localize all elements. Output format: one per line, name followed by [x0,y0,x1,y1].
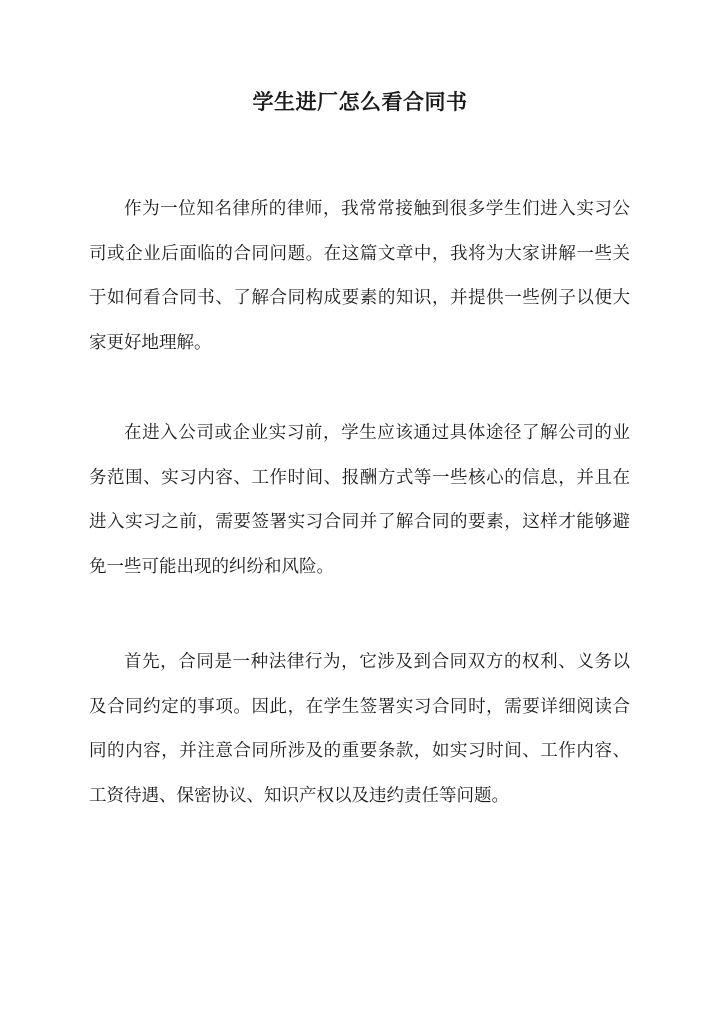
paragraph-intro: 作为一位知名律所的律师，我常常接触到很多学生们进入实习公司或企业后面临的合同问题。在这篇文章中，我将为大家讲解一些关于如何看合同书、了解合同构成要素的知识，并提供一些例子以便大家更好地理解。 [89,199,630,353]
paragraph-contract-basics: 首先，合同是一种法律行为，它涉及到合同双方的权利、义务以及合同约定的事项。因此，在学生签署实习合同时，需要详细阅读合同的内容，并注意合同所涉及的重要条款，如实习时间、工作内容、工资待遇、保密协议、知识产权以及违约责任等问题。 [89,652,630,806]
document-title: 学生进厂怎么看合同书 [252,89,468,114]
paragraph-before-internship: 在进入公司或企业实习前，学生应该通过具体途径了解公司的业务范围、实习内容、工作时间、报酬方式等一些核心的信息，并且在进入实习之前，需要签署实习合同并了解合同的要素，这样才能够避免一些可能出现的纠纷和风险。 [89,423,630,577]
